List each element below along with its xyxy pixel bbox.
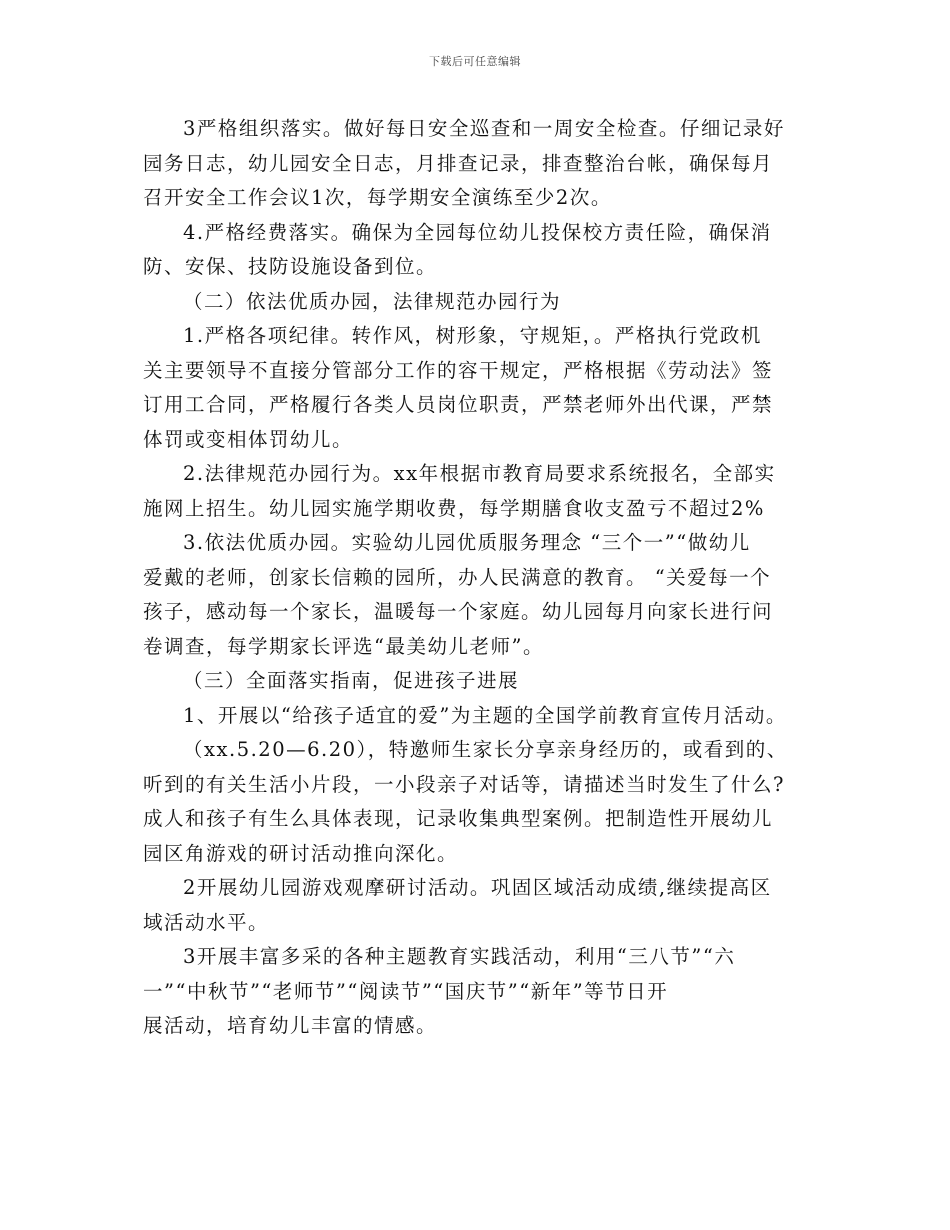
paragraph bbox=[143, 112, 823, 216]
text-line: 园务日志，幼儿园安全日志，月排查记录，排查整治台帐，确保每月 bbox=[143, 151, 774, 175]
section-heading bbox=[143, 285, 823, 320]
text-line: 2.法律规范办园行为。xx年根据市教育局要求系统报名，全部实 bbox=[183, 462, 776, 485]
section-heading bbox=[143, 664, 823, 699]
text-line: 1、开展以“给孩子适宜的爱”为主题的全国学前教育宣传月活动。 bbox=[183, 703, 787, 727]
text-line: 爱戴的老师，创家长信赖的园所，办人民满意的教育。 “关爱每一个 bbox=[143, 565, 772, 589]
text-line: 展活动，培育幼儿丰富的情感。 bbox=[143, 1014, 438, 1037]
paragraph bbox=[143, 733, 823, 871]
text-line: 施网上招生。幼儿园实施学期收费，每学期膳食收支盈亏不超过2% bbox=[143, 496, 765, 520]
text-line: 卷调查，每学期家长评选“最美幼儿老师”。 bbox=[143, 634, 544, 658]
text-line: 关主要领导不直接分管部分工作的容干规定，严格根据《劳动法》签 bbox=[143, 358, 774, 382]
text-line: 园区角游戏的研讨活动推向深化。 bbox=[143, 841, 459, 865]
paragraph bbox=[143, 871, 823, 940]
text-line: （三）全面落实指南，促进孩子进展 bbox=[183, 669, 520, 692]
page-header: 下载后可任意编辑 bbox=[429, 55, 521, 68]
paragraph bbox=[143, 940, 823, 1044]
text-line: 域活动水平。 bbox=[143, 910, 270, 934]
text-line: 1.严格各项纪律。转作风，树形象，守规矩，。严格执行党政机 bbox=[183, 324, 762, 347]
paragraph bbox=[143, 216, 823, 285]
paragraph bbox=[143, 699, 823, 734]
text-line: 3严格组织落实。做好每日安全巡查和一周安全检查。仔细记录好 bbox=[183, 117, 785, 140]
text-line: 一”“中秋节”“老师节”“阅读节”“国庆节”“新年”等节日开 bbox=[143, 979, 669, 1003]
text-line: 订用工合同，严格履行各类人员岗位职责，严禁老师外出代课，严禁 bbox=[143, 393, 774, 416]
text-line: 听到的有关生活小片段，一小段亲子对话等，请描述当时发生了什么? bbox=[143, 772, 785, 796]
text-line: 体罚或变相体罚幼儿。 bbox=[143, 427, 354, 451]
text-line: 成人和孩子有生么具体表现，记录收集典型案例。把制造性开展幼儿 bbox=[143, 807, 774, 830]
paragraph bbox=[143, 526, 823, 664]
text-line: （二）依法优质办园，法律规范办园行为 bbox=[183, 289, 562, 313]
text-line: 2开展幼儿园游戏观摩研讨活动。巩固区域活动成绩,继续提高区 bbox=[183, 876, 772, 899]
text-line: 3开展丰富多采的各种主题教育实践活动，利用“三八节”“六 bbox=[183, 945, 736, 968]
text-line: 3.依法优质办园。实验幼儿园优质服务理念 “三个一”“做幼儿 bbox=[183, 531, 751, 554]
text-line: 孩子，感动每一个家长，温暖每一个家庭。幼儿园每月向家长进行问 bbox=[143, 600, 774, 623]
paragraph bbox=[143, 457, 823, 526]
paragraph bbox=[143, 319, 823, 457]
document-body bbox=[143, 112, 823, 1044]
text-line: 4.严格经费落实。确保为全园每位幼儿投保校方责任险，确保消 bbox=[183, 220, 772, 244]
text-line: （xx.5.20—6.20），特邀师生家长分享亲身经历的，或看到的、 bbox=[183, 738, 788, 761]
text-line: 防、安保、技防设施设备到位。 bbox=[143, 255, 438, 278]
text-line: 召开安全工作会议1次，每学期安全演练至少2次。 bbox=[143, 186, 612, 209]
